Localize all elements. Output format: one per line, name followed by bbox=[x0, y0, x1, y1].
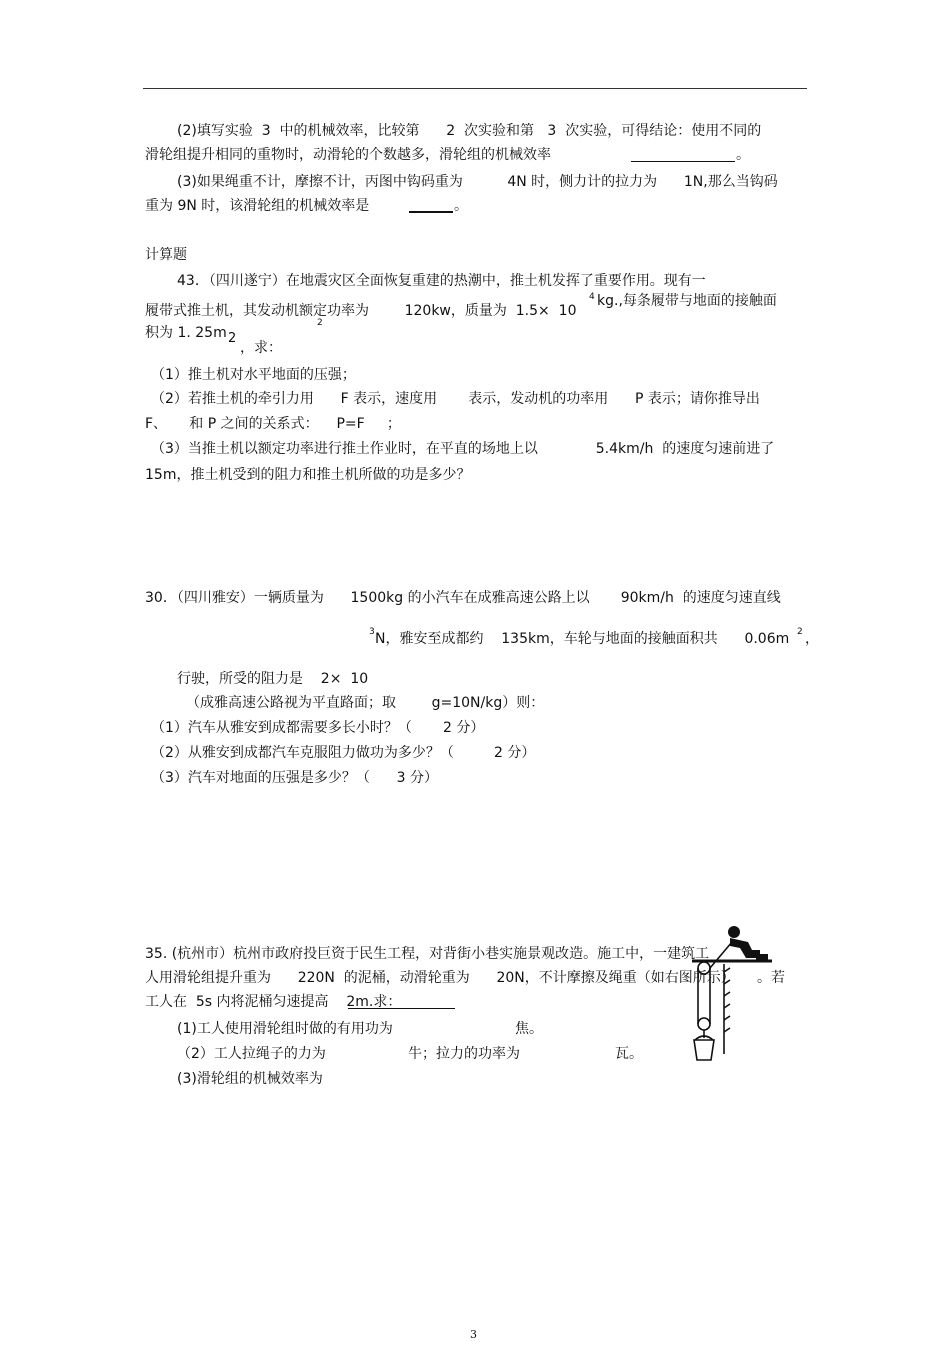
q30-item2: （2）从雅安到成都汽车克服阻力做功为多少？（ 2 分） bbox=[151, 745, 536, 761]
q35-line3: 工人在 5s 内将泥桶匀速提高 2m.求： bbox=[145, 994, 402, 1010]
p1-line3: (3)如果绳重不计，摩擦不计，丙图中钩码重为 4N 时，侧力计的拉力为 1N,那么当钩码 bbox=[177, 174, 778, 190]
q43-sup2-sub: 2 bbox=[228, 331, 237, 346]
page-number: 3 bbox=[470, 1328, 477, 1341]
q30-line1: 30．（四川雅安）一辆质量为 1500kg 的小汽车在成雅高速公路上以 90km/h 的速度匀速直线 bbox=[145, 590, 781, 606]
q35-item2-mid: 牛；拉力的功率为 bbox=[408, 1046, 520, 1062]
p1-line4-end: 。 bbox=[454, 198, 468, 214]
q43-line3a: 积为 1. 25m bbox=[145, 325, 227, 341]
q43-sup2: 2 bbox=[317, 318, 323, 328]
q30-item3: （3）汽车对地面的压强是多少？（ 3 分） bbox=[151, 770, 438, 786]
header-rule bbox=[143, 88, 807, 89]
q35-line2: 人用滑轮组提升重为 220N 的泥桶，动滑轮重为 20N，不计摩擦及绳重（如右图所示） 。若 bbox=[145, 970, 786, 986]
q43-item1: （1）推土机对水平地面的压强； bbox=[151, 367, 356, 383]
q43-sup1: 4 bbox=[589, 292, 595, 302]
answer-blank bbox=[348, 1008, 455, 1009]
q35-line1: 35. (杭州市）杭州市政府投巨资于民生工程，对背街小巷实施景观改造。施工中，一建筑工 bbox=[145, 946, 710, 962]
section-title: 计算题 bbox=[145, 247, 187, 263]
q43-line2a: 履带式推土机，其发动机额定功率为 120kw，质量为 1.5× 10 bbox=[145, 303, 577, 319]
q30-line4: （成雅高速公路视为平直路面；取 g=10N/kg）则： bbox=[186, 695, 545, 711]
q43-item3b: 15m，推土机受到的阻力和推土机所做的功是多少？ bbox=[145, 467, 471, 483]
q43-line1: 43．（四川遂宁）在地震灾区全面恢复重建的热潮中，推土机发挥了重要作用。现有一 bbox=[177, 273, 706, 289]
q35-item2: （2）工人拉绳子的力为 bbox=[177, 1046, 326, 1062]
q30-sup4: 2 bbox=[797, 627, 803, 637]
pulley-worker-figure bbox=[686, 924, 774, 1066]
q43-line3b: ，求： bbox=[240, 340, 282, 356]
q35-item3: (3)滑轮组的机械效率为 bbox=[177, 1071, 323, 1087]
q43-line2b: kg.,每条履带与地面的接触面 bbox=[597, 293, 777, 309]
q30-item1: （1）汽车从雅安到成都需要多长小时？（ 2 分） bbox=[151, 720, 485, 736]
q43-item2b: F、 和 P 之间的关系式： P=F ； bbox=[145, 416, 401, 432]
q30-sup3: 3 bbox=[369, 627, 375, 637]
answer-blank bbox=[631, 161, 735, 162]
q43-item3: （3）当推土机以额定功率进行推土作业时，在平直的场地上以 5.4km/h 的速度匀速前进了 bbox=[151, 441, 775, 457]
q30-line2: N，雅安至成都约 135km，车轮与地面的接触面积共 0.06m bbox=[375, 631, 790, 647]
q35-item2-end: 瓦。 bbox=[615, 1046, 643, 1062]
answer-blank bbox=[409, 211, 453, 213]
q35-item1-end: 焦。 bbox=[515, 1021, 543, 1037]
q43-item2: （2）若推土机的牵引力用 F 表示，速度用 表示，发动机的功率用 P 表示；请你推导出 bbox=[151, 391, 760, 407]
p1-line1: (2)填写实验 3 中的机械效率，比较第 2 次实验和第 3 次实验，可得结论：使用不同的 bbox=[177, 123, 762, 139]
q30-line3: 行驶，所受的阻力是 2× 10 bbox=[177, 671, 369, 687]
p1-line2-end: 。 bbox=[736, 147, 750, 163]
p1-line2: 滑轮组提升相同的重物时，动滑轮的个数越多，滑轮组的机械效率 bbox=[145, 147, 551, 163]
q35-item1: (1)工人使用滑轮组时做的有用功为 bbox=[177, 1021, 393, 1037]
p1-line4: 重为 9N 时，该滑轮组的机械效率是 bbox=[145, 198, 370, 214]
q30-line2-end: ， bbox=[805, 631, 819, 647]
